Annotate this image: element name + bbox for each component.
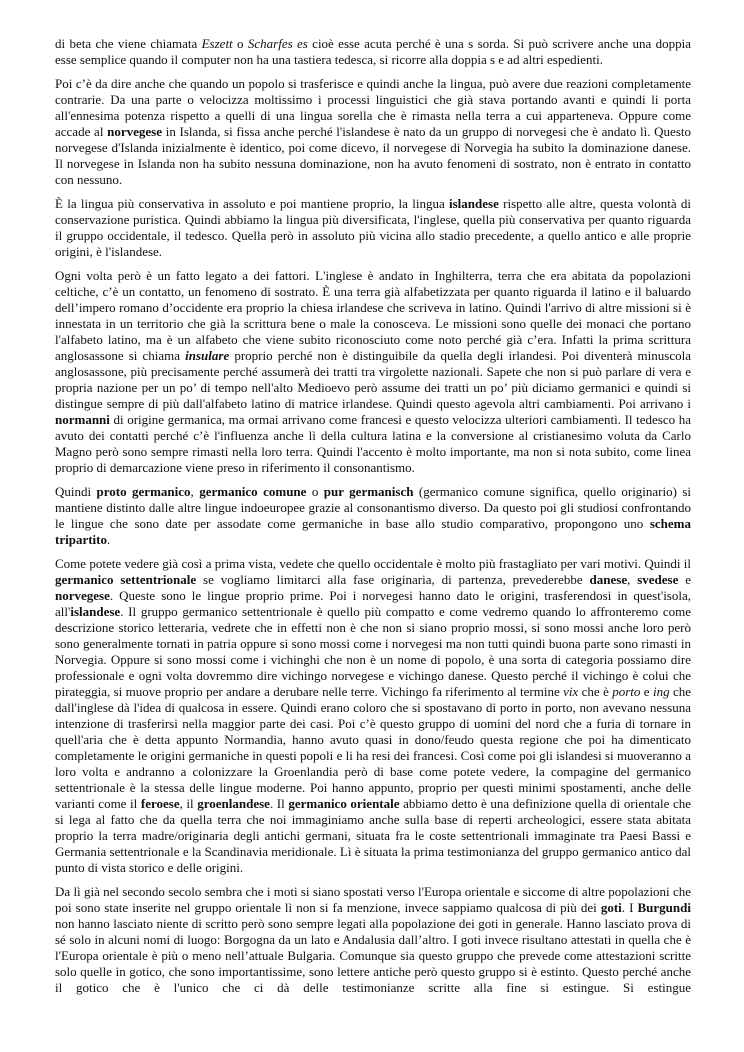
bold-term: schema tripartito [55, 516, 691, 547]
bold-term: pur germanisch [323, 484, 414, 499]
text-segment: Quindi [55, 484, 97, 499]
text-segment: Come potete vedere già così a prima vista, vedete che quello occidentale è molto più frastagliato per vari motivi. Quindi il [55, 556, 691, 571]
bold-term: insulare [185, 348, 230, 363]
bold-term: normanni [55, 412, 110, 427]
text-segment: e [678, 572, 691, 587]
paragraph [55, 196, 691, 260]
bold-term: Burgundi [637, 900, 691, 915]
bold-term: islandese [70, 604, 121, 619]
text-segment: proprio perché non è distinguibile da quella degli irlandesi. Poi diventerà minuscola anglosassone, più precisamente perché assumerà dei tratti tra virgolette nazionali. Sapete che non si può parlare di vera e propria nazione per un po’ di tempo nell'alto Medioevo però assume dei tratti un po’ più diciamo germanici e quindi si distingue sempre di più dall'alfabeto latino di matrice irlandese. Quindi questo agevola altri cambiamenti. Poi arrivano i [55, 348, 691, 411]
text-segment: È la lingua più conservativa in assoluto e poi mantiene proprio, la lingua [55, 196, 449, 211]
italic-term: Eszett [201, 36, 233, 51]
bold-term: islandese [449, 196, 499, 211]
text-segment: . I [621, 900, 638, 915]
text-segment: . Queste sono le lingue proprio prime. Poi i norvegesi hanno dato le origini, trasferendosi in quest'isola, all' [55, 588, 691, 619]
bold-term: germanico comune [199, 484, 307, 499]
bold-term: norvegese [107, 124, 163, 139]
text-segment: Da lì già nel secondo secolo sembra che i moti si siano spostati verso l'Europa orientale e siccome di altre popolazioni che poi sono state inserite nel gruppo orientale lì non si fa menzione, invece sappiamo qualcosa di più dei [55, 884, 691, 915]
paragraph [55, 268, 691, 476]
text-segment: , il [179, 796, 198, 811]
text-segment: o [232, 36, 248, 51]
italic-term: vix [563, 684, 579, 699]
bold-term: norvegese [55, 588, 110, 603]
text-segment: di origine germanica, ma ormai arrivano come francesi e questo velocizza ulteriori cambiamenti. Il tedesco ha avuto dei contatti perché c’è l'influenza anche lì della cultura latina e la conversione al cristianesimo voluta da Carlo Magno però sono sempre rimasti nella loro terra. Quindi l'accento è molto importante, ma non si nota subito, come linea proprio di demarcazione viene preso in riferimento il consonantismo. [55, 412, 691, 475]
document-page [55, 36, 691, 1004]
text-segment: Poi c’è da dire anche che quando un popolo si trasferisce e quindi anche la lingua, può avere due reazioni completamente contrarie. Da una parte o velocizza moltissimo i processi linguistici che già stava portando avanti e quindi li porta all'ennesima potenza rispetto a quelli di una lingua sorella che è rimasta nella terra a cui apparteneva. Oppure come accade al [55, 76, 691, 139]
text-segment: , [627, 572, 638, 587]
text-segment: Ogni volta però è un fatto legato a dei fattori. L'inglese è andato in Inghilterra, terra che era abitata da popolazioni celtiche, c’è un contatto, un fenomeno di sostrato. È una terra già alfabetizzata per quanto riguarda il latino e il baluardo dell’impero romano d’occidente era proprio la chiesa irlandese che scriveva in latino. Quindi l'arrivo di altre missioni si è innestata in un territorio che già la scrittura bene o male la conosceva. Le missioni sono quelle dei monaci che portano l'alfabeto latino, ma è un alfabeto che viene subito riconosciuto come noto perché già c’era. Infatti la prima scrittura anglosassone si chiama [55, 268, 691, 363]
bold-term: germanico settentrionale [55, 572, 197, 587]
paragraph [55, 36, 691, 68]
text-segment: rispetto alle altre, questa volontà di conservazione puristica. Quindi abbiamo la lingua più diversificata, l'inglese, quella più conservativa per quanto riguarda il gruppo occidentale, il tedesco. Quella però in assoluto più vicina allo stadio precedente, a quello antico e alle proprie origini, è l'islandese. [55, 196, 691, 259]
bold-term: feroese [140, 796, 180, 811]
bold-term: goti [600, 900, 622, 915]
text-segment: . Il [269, 796, 289, 811]
italic-term: Scharfes es [247, 36, 308, 51]
italic-term: porto [612, 684, 641, 699]
paragraph [55, 76, 691, 188]
bold-term: danese [589, 572, 628, 587]
bold-term: germanico orientale [288, 796, 400, 811]
paragraph [55, 484, 691, 548]
text-segment: (germanico comune significa, quello originario) si mantiene distinto dalle altre lingue indoeuropee grazie al consonantismo diverso. Da questo poi gli studiosi confrontando le lingue che sono date per assodate come germaniche in base allo studio comparativo, propongono uno [55, 484, 692, 531]
text-segment: , [190, 484, 200, 499]
text-segment: cioè esse acuta perché è una s sorda. Si può scrivere anche una doppia esse semplice quando il computer non ha una tastiera tedesca, si ricorre alla doppia s e ad altri espedienti. [55, 36, 692, 67]
paragraph [55, 556, 691, 876]
text-segment: che dall'inglese dà l'idea di qualcosa in essere. Quindi erano coloro che si spostavano di porto in porto, non avevano nessuna intenzione di trasferirsi nella maggior parte dei casi. Poi c’è questo gruppo di uomini del nord che a furia di tornare in quell'aria che è detta appunto Normandia, hanno avuto quasi in dono/feudo questa regione che poi ha dimenticato completamente le origini germaniche in questi popoli e li ha resi dei francesi. Così come poi gli islandesi si muoveranno a loro volta e andranno a colonizzare la Groenlandia però di base come potete vedere, la compagine del germanico settentrionale è la stessa delle lingue moderne. Poi hanno appunto, proprio per questi minimi spostamenti, anche delle varianti come il [55, 684, 692, 811]
text-segment: abbiamo detto è una definizione quella di orientale che si lega al fatto che da quella terra che noi immaginiamo anche sulla base di reperti archeologici, essere stata abitata proprio la terra madre/originaria degli antichi germani, situata fra le coste settentrionali immaginate tra Paesi Bassi e Germania settentrionale e la Scandinavia meridionale. Lì è situata la prima testimonianza del gruppo germanico antico dal punto di vista storico e delle origini. [55, 796, 691, 875]
bold-term: groenlandese [197, 796, 270, 811]
text-segment: in Islanda, si fissa anche perché l'islandese è nato da un gruppo di norvegesi che è andato lì. Questo norvegese d'Islanda inizialmente è identico, poi come dicevo, il norvegese di Norvegia ha subito la dominazione danese. Il norvegese in Islanda non ha subito nessuna dominazione, non ha avuto fenomeni di sostrato, non è entrato in contatto con nessuno. [55, 124, 691, 187]
text-segment: non hanno lasciato niente di scritto però sono sempre legati alla popolazione dei goti in generale. Hanno lasciato prova di sé solo in alcuni nomi di luogo: Borgogna da un lato e Andalusia dall’altro. I goti invece risultano attestati in quella che è l'Europa orientale è più o meno nell’attuale Bulgaria. Comunque sia questo gruppo che prevede come attestazioni scritte solo quelle in gotico, che sono importantissime, sono lettere antiche però questo gruppo si è estinto. Questo perché anche il gotico che è l'unico che ci dà delle testimonianze scritte alla fine si estingue. Si estingue [55, 916, 691, 995]
bold-term: proto germanico [96, 484, 191, 499]
paragraph [55, 884, 691, 996]
text-segment: se vogliamo limitarci alla fase originaria, di partenza, prevederebbe [196, 572, 590, 587]
text-segment: e [640, 684, 653, 699]
bold-term: svedese [637, 572, 679, 587]
text-segment: . Il gruppo germanico settentrionale è quello più compatto e come vedremo quando lo affronteremo come descrizione storico letteraria, vedrete che in effetti non è che non si siano proprio mossi, si sono mossi anche loro però sono generalmente tornati in patria oppure si sono mossi come i norvegesi ma non tutti quindi buona parte sono rimasti in Norvegia. Oppure si sono mossi come i vichinghi che non è un nome di popolo, è una sorta di categoria possiamo dire professionale e ogni volta dovremmo dire vichingo norvegese e vichingo danese. Questo perché il vichingo è colui che pirateggia, si muove proprio per andare a derubare nelle terre. Vichingo fa riferimento al termine [55, 604, 691, 699]
text-segment: di beta che viene chiamata [55, 36, 202, 51]
text-segment: o [306, 484, 324, 499]
text-segment: che è [578, 684, 613, 699]
italic-term: ing [652, 684, 670, 699]
text-segment: . [106, 532, 111, 547]
